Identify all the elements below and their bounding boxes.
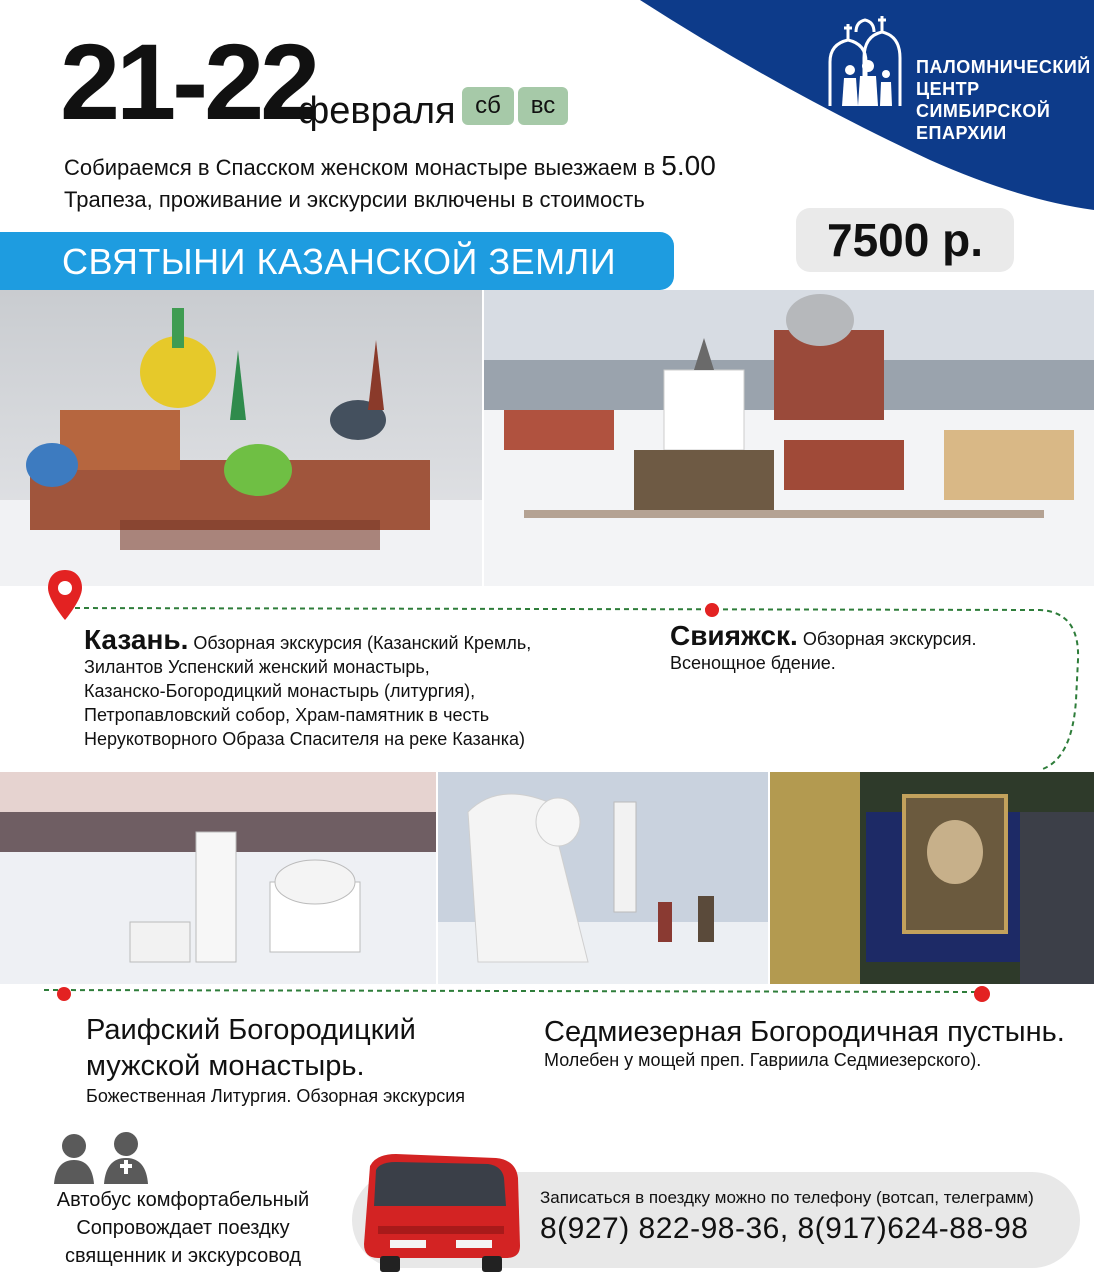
bus-info-line: Сопровождает поездку	[76, 1217, 290, 1239]
people-icon	[44, 1130, 150, 1186]
bus-info-line: Автобус комфортабельный	[56, 1189, 310, 1211]
day-badge-sun: вс	[518, 87, 568, 125]
stop-desc: Божественная Литургия. Обзорная экскурсия	[86, 1086, 466, 1106]
bus-info	[18, 1186, 348, 1270]
phone-numbers[interactable]: 8(927) 822-98-36, 8(917)624-88-98	[540, 1212, 1029, 1245]
stop-desc-line: Нерукотворного Образа Спасителя на реке Казанка)	[84, 729, 526, 749]
photo-icon-shrine	[770, 772, 1094, 984]
location-pin-icon	[46, 568, 84, 622]
bus-icon	[356, 1148, 526, 1274]
stop-desc-line: Зилантов Успенский женский монастырь,	[84, 657, 430, 677]
stop-title-line: мужской монастырь.	[86, 1050, 365, 1082]
bus-info-line: священник и экскурсовод	[64, 1245, 302, 1267]
intro-text	[64, 150, 716, 216]
stop-desc-line: Всенощное бдение.	[670, 653, 836, 673]
stop-title: Свияжск.	[670, 620, 798, 651]
stop-kazan	[84, 624, 604, 751]
event-dates: 21-22	[60, 21, 317, 142]
stop-desc: Обзорная экскурсия.	[802, 629, 977, 649]
contact-label: Записаться в поездку можно по телефону (вотсап, телеграмм)	[540, 1188, 1034, 1207]
stop-raifa	[86, 1012, 526, 1107]
stop-title-line: Раифский Богородицкий	[86, 1014, 416, 1046]
stop-desc-line: Петропавловский собор, Храм-памятник в честь	[84, 705, 490, 725]
stop-desc-line: Казанско-Богородицкий монастырь (литургия),	[84, 681, 476, 701]
intro-line1: Собираемся в Спасском женском монастыре выезжаем в	[64, 155, 656, 180]
stop-title: Казань.	[84, 624, 189, 655]
departure-time: 5.00	[661, 150, 716, 181]
photo-snow-angel	[438, 772, 768, 984]
stop-desc: Обзорная экскурсия (Казанский Кремль,	[193, 633, 532, 653]
logo-line2: СИМБИРСКОЙ ЕПАРХИИ	[916, 101, 1051, 143]
photo-sviyazhsk	[484, 290, 1094, 586]
price-badge: 7500 р.	[796, 208, 1014, 272]
logo-title	[916, 56, 1094, 144]
church-logo-icon	[820, 14, 910, 110]
photo-kazan-temple	[0, 290, 482, 586]
photo-raifa-monastery	[0, 772, 436, 984]
stop-sedmiezernaya	[544, 1014, 1084, 1071]
intro-line2: Трапеза, проживание и экскурсии включены в стоимость	[64, 187, 645, 212]
logo-line1: ПАЛОМНИЧЕСКИЙ ЦЕНТР	[916, 57, 1091, 99]
banner-title: СВЯТЫНИ КАЗАНСКОЙ ЗЕМЛИ	[62, 241, 617, 282]
stop-title: Седмиезерная Богородичная пустынь.	[544, 1016, 1065, 1048]
day-badge-sat: сб	[462, 87, 514, 125]
stop-desc: Молебен у мощей преп. Гавриила Седмиезерского).	[544, 1050, 982, 1070]
stop-sviyazhsk	[670, 620, 1050, 675]
event-month: февраля	[298, 90, 456, 132]
